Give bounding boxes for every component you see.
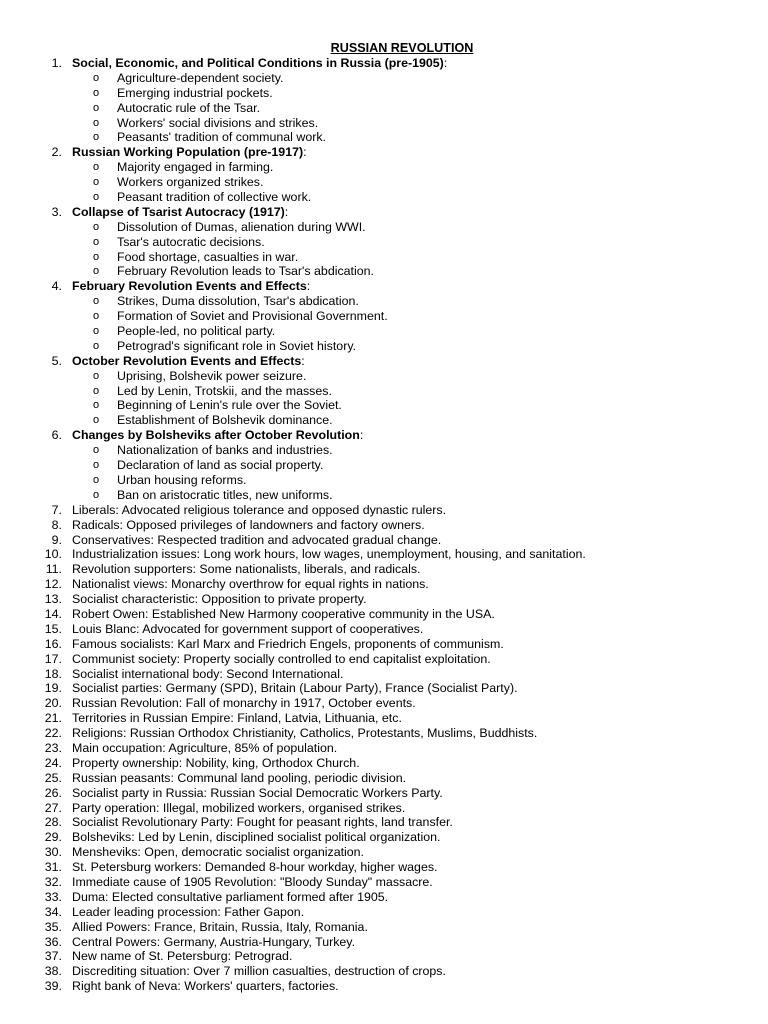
section-heading-row (0, 205, 768, 220)
bullet-text: Uprising, Bolshevik power seizure. (117, 368, 307, 383)
item-text: Main occupation: Agriculture, 85% of population. (72, 740, 338, 755)
section-heading: Russian Working Population (pre-1917): (72, 145, 307, 160)
item-number: 4. (51, 279, 62, 294)
item-number: 28. (44, 815, 62, 830)
page-title: RUSSIAN REVOLUTION (330, 41, 474, 55)
list-item (0, 815, 768, 830)
bullet-item (0, 384, 768, 399)
bullet-text: Dissolution of Dumas, alienation during WWI. (117, 219, 366, 234)
section-heading-row (0, 354, 768, 369)
bullet-text: Urban housing reforms. (117, 472, 247, 487)
item-text: Socialist Revolutionary Party: Fought for peasant rights, land transfer. (72, 815, 453, 830)
item-text: Robert Owen: Established New Harmony cooperative community in the USA. (72, 606, 495, 621)
item-text: Territories in Russian Empire: Finland, Latvia, Lithuania, etc. (72, 711, 402, 726)
list-item (0, 637, 768, 652)
item-text: Louis Blanc: Advocated for government support of cooperatives. (72, 621, 424, 636)
item-text: Revolution supporters: Some nationalists, liberals, and radicals. (72, 562, 421, 577)
bullet-marker: o (93, 444, 100, 457)
bullet-item (0, 398, 768, 413)
list-item (0, 696, 768, 711)
list-item (0, 756, 768, 771)
item-number: 7. (51, 502, 62, 517)
bullet-text: Majority engaged in farming. (117, 160, 274, 175)
item-number: 27. (44, 800, 62, 815)
bullet-text: Peasant tradition of collective work. (117, 190, 312, 205)
list-item (0, 875, 768, 890)
bullet-item (0, 130, 768, 145)
bullet-item (0, 264, 768, 279)
section-heading: February Revolution Events and Effects: (72, 279, 311, 294)
item-number: 16. (44, 636, 62, 651)
item-number: 10. (44, 547, 62, 562)
item-number: 32. (44, 874, 62, 889)
bullet-marker: o (93, 176, 100, 189)
bullet-item (0, 116, 768, 131)
item-number: 19. (44, 681, 62, 696)
item-text: Party operation: Illegal, mobilized workers, organised strikes. (72, 800, 406, 815)
list-item (0, 533, 768, 548)
section-heading: Social, Economic, and Political Conditions in Russia (pre-1905): (72, 56, 448, 70)
list-item (0, 949, 768, 964)
section-heading-bold: Collapse of Tsarist Autocracy (1917) (72, 204, 285, 219)
list-item (0, 577, 768, 592)
bullet-marker: o (93, 414, 100, 427)
item-number: 6. (51, 428, 62, 443)
bullet-item (0, 86, 768, 101)
item-text: Radicals: Opposed privileges of landowners and factory owners. (72, 517, 425, 532)
bullet-item (0, 220, 768, 235)
item-text: St. Petersburg workers: Demanded 8-hour workday, higher wages. (72, 860, 438, 875)
list-item (0, 741, 768, 756)
bullet-text: Emerging industrial pockets. (117, 85, 273, 100)
section-heading-bold: Changes by Bolsheviks after October Revolution (72, 428, 360, 443)
item-number: 29. (44, 830, 62, 845)
item-number: 34. (44, 904, 62, 919)
item-text: Allied Powers: France, Britain, Russia, Italy, Romania. (72, 919, 368, 934)
bullet-marker: o (93, 191, 100, 204)
bullet-text: Ban on aristocratic titles, new uniforms. (117, 487, 333, 502)
outline-list (0, 56, 768, 994)
item-text: Socialist international body: Second International. (72, 666, 344, 681)
item-text: Liberals: Advocated religious tolerance and opposed dynastic rulers. (72, 502, 447, 517)
bullet-item (0, 250, 768, 265)
item-text: Nationalist views: Monarchy overthrow for equal rights in nations. (72, 577, 429, 592)
bullet-marker: o (93, 399, 100, 412)
list-item (0, 607, 768, 622)
bullet-item (0, 443, 768, 458)
bullet-text: Nationalization of banks and industries. (117, 443, 333, 458)
list-item (0, 935, 768, 950)
bullet-marker: o (93, 250, 100, 263)
section-heading-bold: October Revolution Events and Effects (72, 353, 302, 368)
bullet-marker: o (93, 339, 100, 352)
bullet-item (0, 324, 768, 339)
item-text: Central Powers: Germany, Austria-Hungary, Turkey. (72, 934, 356, 949)
section-heading-row (0, 279, 768, 294)
item-number: 39. (44, 979, 62, 994)
list-item (0, 979, 768, 994)
bullet-text: Peasants' tradition of communal work. (117, 130, 326, 145)
section-heading-row (0, 428, 768, 443)
bullet-text: Beginning of Lenin's rule over the Soviet. (117, 398, 342, 413)
bullet-text: Strikes, Duma dissolution, Tsar's abdication. (117, 294, 359, 309)
section-heading-bold: Russian Working Population (pre-1917) (72, 145, 304, 160)
item-number: 14. (44, 606, 62, 621)
bullet-marker: o (93, 384, 100, 397)
item-text: Duma: Elected consultative parliament formed after 1905. (72, 889, 389, 904)
list-item (0, 681, 768, 696)
bullet-text: Workers organized strikes. (117, 175, 264, 190)
bullet-marker: o (93, 71, 100, 84)
list-item (0, 890, 768, 905)
item-number: 24. (44, 755, 62, 770)
section-heading: Collapse of Tsarist Autocracy (1917): (72, 204, 289, 219)
item-number: 5. (51, 353, 62, 368)
list-item (0, 503, 768, 518)
list-item (0, 964, 768, 979)
bullet-marker: o (93, 325, 100, 338)
item-text: Right bank of Neva: Workers' quarters, factories. (72, 979, 339, 994)
item-number: 1. (51, 56, 62, 70)
item-text: Russian peasants: Communal land pooling, periodic division. (72, 770, 407, 785)
list-item (0, 592, 768, 607)
section-heading-bold: Social, Economic, and Political Conditions in Russia (pre-1905) (72, 56, 444, 70)
list-item (0, 547, 768, 562)
bullet-text: Agriculture-dependent society. (117, 70, 284, 85)
item-text: Property ownership: Nobility, king, Orthodox Church. (72, 755, 360, 770)
item-number: 35. (44, 919, 62, 934)
bullet-text: Tsar's autocratic decisions. (117, 234, 265, 249)
item-text: Socialist characteristic: Opposition to private property. (72, 592, 367, 607)
list-item (0, 845, 768, 860)
list-item (0, 622, 768, 637)
section-heading: October Revolution Events and Effects: (72, 353, 305, 368)
bullet-marker: o (93, 220, 100, 233)
bullet-text: Declaration of land as social property. (117, 458, 324, 473)
item-text: Socialist party in Russia: Russian Social Democratic Workers Party. (72, 785, 443, 800)
item-number: 11. (45, 562, 62, 577)
item-text: Bolsheviks: Led by Lenin, disciplined socialist political organization. (72, 830, 441, 845)
item-text: Communist society: Property socially controlled to end capitalist exploitation. (72, 651, 491, 666)
bullet-text: February Revolution leads to Tsar's abdication. (117, 264, 374, 279)
item-number: 2. (51, 145, 62, 160)
bullet-marker: o (93, 459, 100, 472)
bullet-item (0, 413, 768, 428)
bullet-item (0, 339, 768, 354)
item-text: New name of St. Petersburg: Petrograd. (72, 949, 293, 964)
list-item (0, 920, 768, 935)
bullet-item (0, 160, 768, 175)
bullet-text: Formation of Soviet and Provisional Government. (117, 309, 388, 324)
bullet-item (0, 190, 768, 205)
bullet-item (0, 235, 768, 250)
bullet-item (0, 101, 768, 116)
item-number: 23. (44, 740, 62, 755)
bullet-marker: o (93, 265, 100, 278)
bullet-marker: o (93, 369, 100, 382)
section-heading-row (0, 145, 768, 160)
item-text: Famous socialists: Karl Marx and Friedrich Engels, proponents of communism. (72, 636, 504, 651)
item-text: Mensheviks: Open, democratic socialist organization. (72, 845, 365, 860)
list-item (0, 726, 768, 741)
item-number: 20. (44, 696, 62, 711)
bullet-item (0, 369, 768, 384)
list-item (0, 905, 768, 920)
bullet-marker: o (93, 488, 100, 501)
list-item (0, 652, 768, 667)
item-number: 15. (44, 621, 62, 636)
bullet-item (0, 473, 768, 488)
item-number: 37. (44, 949, 62, 964)
item-number: 17. (44, 651, 62, 666)
item-number: 25. (44, 770, 62, 785)
item-number: 18. (44, 666, 62, 681)
item-text: Immediate cause of 1905 Revolution: "Bloody Sunday" massacre. (72, 874, 433, 889)
item-number: 33. (44, 889, 62, 904)
list-item (0, 801, 768, 816)
item-text: Discrediting situation: Over 7 million casualties, destruction of crops. (72, 964, 446, 979)
list-item (0, 786, 768, 801)
list-item (0, 518, 768, 533)
bullet-item (0, 175, 768, 190)
item-number: 21. (44, 711, 62, 726)
bullet-item (0, 309, 768, 324)
item-number: 22. (44, 726, 62, 741)
section-heading: Changes by Bolsheviks after October Revolution: (72, 428, 364, 443)
item-number: 26. (44, 785, 62, 800)
bullet-marker: o (93, 473, 100, 486)
bullet-item (0, 458, 768, 473)
bullet-text: People-led, no political party. (117, 324, 276, 339)
document-page (0, 40, 768, 994)
list-item (0, 667, 768, 682)
item-text: Religions: Russian Orthodox Christianity, Catholics, Protestants, Muslims, Buddhists. (72, 726, 538, 741)
item-number: 31. (44, 860, 62, 875)
item-text: Industrialization issues: Long work hours, low wages, unemployment, housing, and sanitation. (72, 547, 586, 562)
bullet-marker: o (93, 86, 100, 99)
bullet-marker: o (93, 116, 100, 129)
item-number: 36. (44, 934, 62, 949)
item-number: 8. (51, 517, 62, 532)
list-item (0, 711, 768, 726)
bullet-text: Autocratic rule of the Tsar. (117, 100, 261, 115)
list-item (0, 771, 768, 786)
bullet-text: Led by Lenin, Trotskii, and the masses. (117, 383, 332, 398)
item-number: 9. (51, 532, 62, 547)
bullet-item (0, 294, 768, 309)
item-text: Conservatives: Respected tradition and advocated gradual change. (72, 532, 442, 547)
section-heading-bold: February Revolution Events and Effects (72, 279, 307, 294)
bullet-marker: o (93, 131, 100, 144)
item-number: 3. (51, 204, 62, 219)
bullet-marker: o (93, 310, 100, 323)
bullet-item (0, 71, 768, 86)
bullet-item (0, 488, 768, 503)
bullet-marker: o (93, 101, 100, 114)
item-text: Socialist parties: Germany (SPD), Britain (Labour Party), France (Socialist Party). (72, 681, 518, 696)
bullet-marker: o (93, 295, 100, 308)
bullet-text: Establishment of Bolshevik dominance. (117, 413, 333, 428)
section-heading-row (0, 56, 768, 71)
bullet-marker: o (93, 161, 100, 174)
bullet-marker: o (93, 235, 100, 248)
bullet-text: Food shortage, casualties in war. (117, 249, 299, 264)
item-text: Leader leading procession: Father Gapon. (72, 904, 305, 919)
item-number: 30. (44, 845, 62, 860)
item-number: 13. (44, 592, 62, 607)
item-number: 38. (44, 964, 62, 979)
bullet-text: Petrograd's significant role in Soviet history. (117, 338, 357, 353)
list-item (0, 860, 768, 875)
bullet-text: Workers' social divisions and strikes. (117, 115, 319, 130)
list-item (0, 562, 768, 577)
list-item (0, 830, 768, 845)
item-number: 12. (44, 577, 62, 592)
item-text: Russian Revolution: Fall of monarchy in 1917, October events. (72, 696, 416, 711)
